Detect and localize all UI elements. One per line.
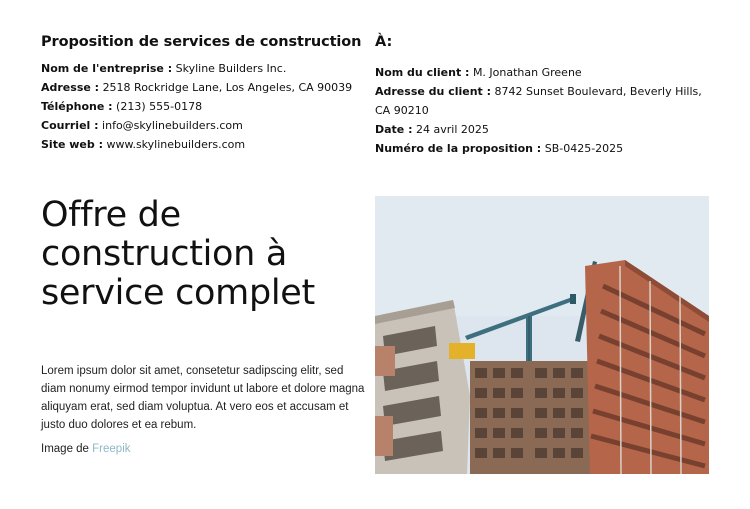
client-address-value: 8742 Sunset Boulevard, Beverly Hills, CA 90210 — [375, 85, 702, 117]
body-paragraph: Lorem ipsum dolor sit amet, consetetur sadipscing elitr, sed diam nonumy eirmod tempor invidunt ut labore et dolore magna aliquyam erat, sed diam voluptua. At vero eos et accusam et justo duo dolores et ea rebum. — [41, 365, 365, 431]
credit-prefix: Image de — [41, 443, 89, 455]
company-label: Nom de l'entreprise : — [41, 62, 173, 75]
construction-photo — [375, 196, 709, 474]
email-value: info@skylinebuilders.com — [102, 119, 243, 132]
client-line — [375, 63, 709, 82]
client-address-label: Adresse du client : — [375, 85, 492, 98]
freepik-link[interactable]: Freepik — [92, 443, 131, 455]
image-credit — [41, 440, 131, 458]
sender-block — [41, 34, 371, 154]
address-value: 2518 Rockridge Lane, Los Angeles, CA 90039 — [102, 81, 353, 94]
proposal-heading: Proposition de services de construction — [41, 34, 362, 50]
website-value: www.skylinebuilders.com — [106, 138, 246, 151]
address-line — [41, 78, 371, 97]
website-line — [41, 135, 371, 154]
hero-title: Offre de construction à service complet — [41, 195, 315, 313]
recipient-heading: À: — [375, 34, 393, 50]
recipient-block — [375, 34, 709, 158]
middle-building — [470, 361, 590, 474]
proposal-number-line — [375, 139, 709, 158]
client-label: Nom du client : — [375, 66, 470, 79]
website-label: Site web : — [41, 138, 103, 151]
email-label: Courriel : — [41, 119, 99, 132]
proposal-number-label: Numéro de la proposition : — [375, 142, 542, 155]
email-line — [41, 116, 371, 135]
company-value: Skyline Builders Inc. — [175, 62, 287, 75]
left-building — [375, 300, 470, 474]
client-address-line — [375, 82, 709, 120]
proposal-number-value: SB-0425-2025 — [544, 142, 624, 155]
address-label: Adresse : — [41, 81, 100, 94]
phone-line — [41, 97, 371, 116]
company-line — [41, 59, 371, 78]
construction-illustration — [375, 196, 709, 474]
phone-label: Téléphone : — [41, 100, 113, 113]
yellow-container — [449, 343, 475, 359]
client-value: M. Jonathan Greene — [472, 66, 582, 79]
date-label: Date : — [375, 123, 413, 136]
date-value: 24 avril 2025 — [416, 123, 489, 136]
phone-value: (213) 555-0178 — [116, 100, 203, 113]
date-line — [375, 120, 709, 139]
